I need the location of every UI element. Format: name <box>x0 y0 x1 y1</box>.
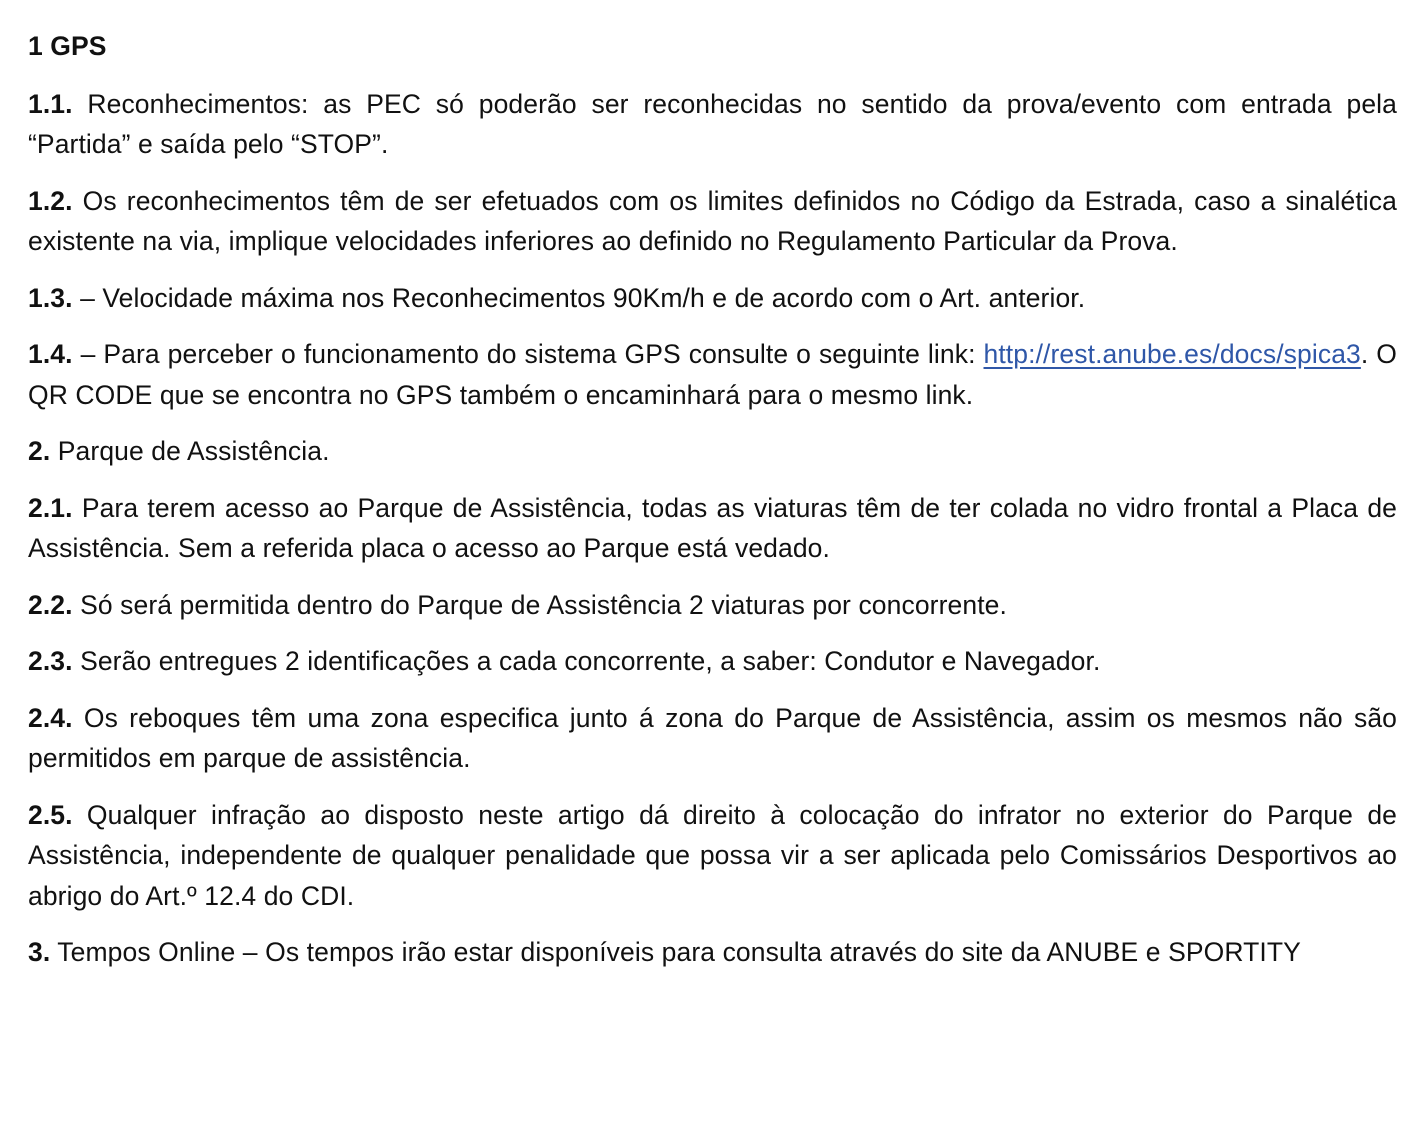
paragraph-1-2 <box>28 181 1397 262</box>
paragraph-number: 2.1. <box>28 492 73 523</box>
paragraph-text: – Velocidade máxima nos Reconhecimentos 90Km/h e de acordo com o Art. anterior. <box>72 282 1086 313</box>
paragraph-text: Só será permitida dentro do Parque de Assistência 2 viaturas por concorrente. <box>72 589 1007 620</box>
document-page <box>28 26 1397 989</box>
paragraph-number: 2.2. <box>28 589 73 620</box>
paragraph-1-1 <box>28 84 1397 165</box>
paragraph-number: 3. <box>28 937 51 967</box>
paragraph-number: 1.3. <box>28 282 73 313</box>
paragraph-3 <box>28 932 1397 973</box>
paragraph-text: Parque de Assistência. <box>50 436 330 466</box>
paragraph-text: Reconhecimentos: as PEC só poderão ser reconhecidas no sentido da prova/evento com entrada pela “Partida” e saída pelo “STOP”. <box>28 88 1397 159</box>
paragraph-text: Qualquer infração ao disposto neste artigo dá direito à colocação do infrator no exterior do Parque de Assistência, independente de qualquer penalidade que possa vir a ser aplicada pelo Comissários Desportivos ao abrigo do Art.º 12.4 do CDI. <box>28 799 1397 911</box>
paragraph-2-3 <box>28 641 1397 682</box>
paragraph-number: 2.5. <box>28 799 73 830</box>
paragraph-text: Tempos Online – Os tempos irão estar disponíveis para consulta através do site da ANUBE e SPORTITY <box>50 937 1301 967</box>
section-heading-gps: 1 GPS <box>28 31 107 61</box>
spica3-docs-link[interactable]: http://rest.anube.es/docs/spica3 <box>983 339 1361 369</box>
paragraph-number: 1.2. <box>28 185 73 216</box>
paragraph-2-1 <box>28 488 1397 569</box>
paragraph-text: Para terem acesso ao Parque de Assistência, todas as viaturas têm de ter colada no vidro frontal a Placa de Assistência. Sem a referida placa o acesso ao Parque está vedado. <box>28 492 1397 563</box>
paragraph-text: Serão entregues 2 identificações a cada concorrente, a saber: Condutor e Navegador. <box>72 646 1101 676</box>
paragraph-number: 2.4. <box>28 702 73 733</box>
paragraph-text: Os reconhecimentos têm de ser efetuados com os limites definidos no Código da Estrada, caso a sinalética existente na via, implique velocidades inferiores ao definido no Regulamento Particular da Prova. <box>28 185 1397 256</box>
paragraph-2-4 <box>28 698 1397 779</box>
paragraph-2-5 <box>28 795 1397 917</box>
paragraph-number: 1.1. <box>28 88 73 119</box>
paragraph-2-2 <box>28 585 1397 626</box>
paragraph-1-3 <box>28 278 1397 319</box>
paragraph-text: – Para perceber o funcionamento do sistema GPS consulte o seguinte link: <box>72 339 984 369</box>
paragraph-number: 2. <box>28 436 51 466</box>
paragraph-1-4 <box>28 334 1397 415</box>
paragraph-2 <box>28 431 1397 472</box>
paragraph-number: 1.4. <box>28 339 73 369</box>
paragraph-text: . O QR CODE que se encontra no GPS também o encaminhará para o mesmo link. <box>28 339 1398 410</box>
paragraph-number: 2.3. <box>28 646 73 676</box>
paragraph-text: Os reboques têm uma zona especifica junto á zona do Parque de Assistência, assim os mesmos não são permitidos em parque de assistência. <box>28 702 1397 773</box>
